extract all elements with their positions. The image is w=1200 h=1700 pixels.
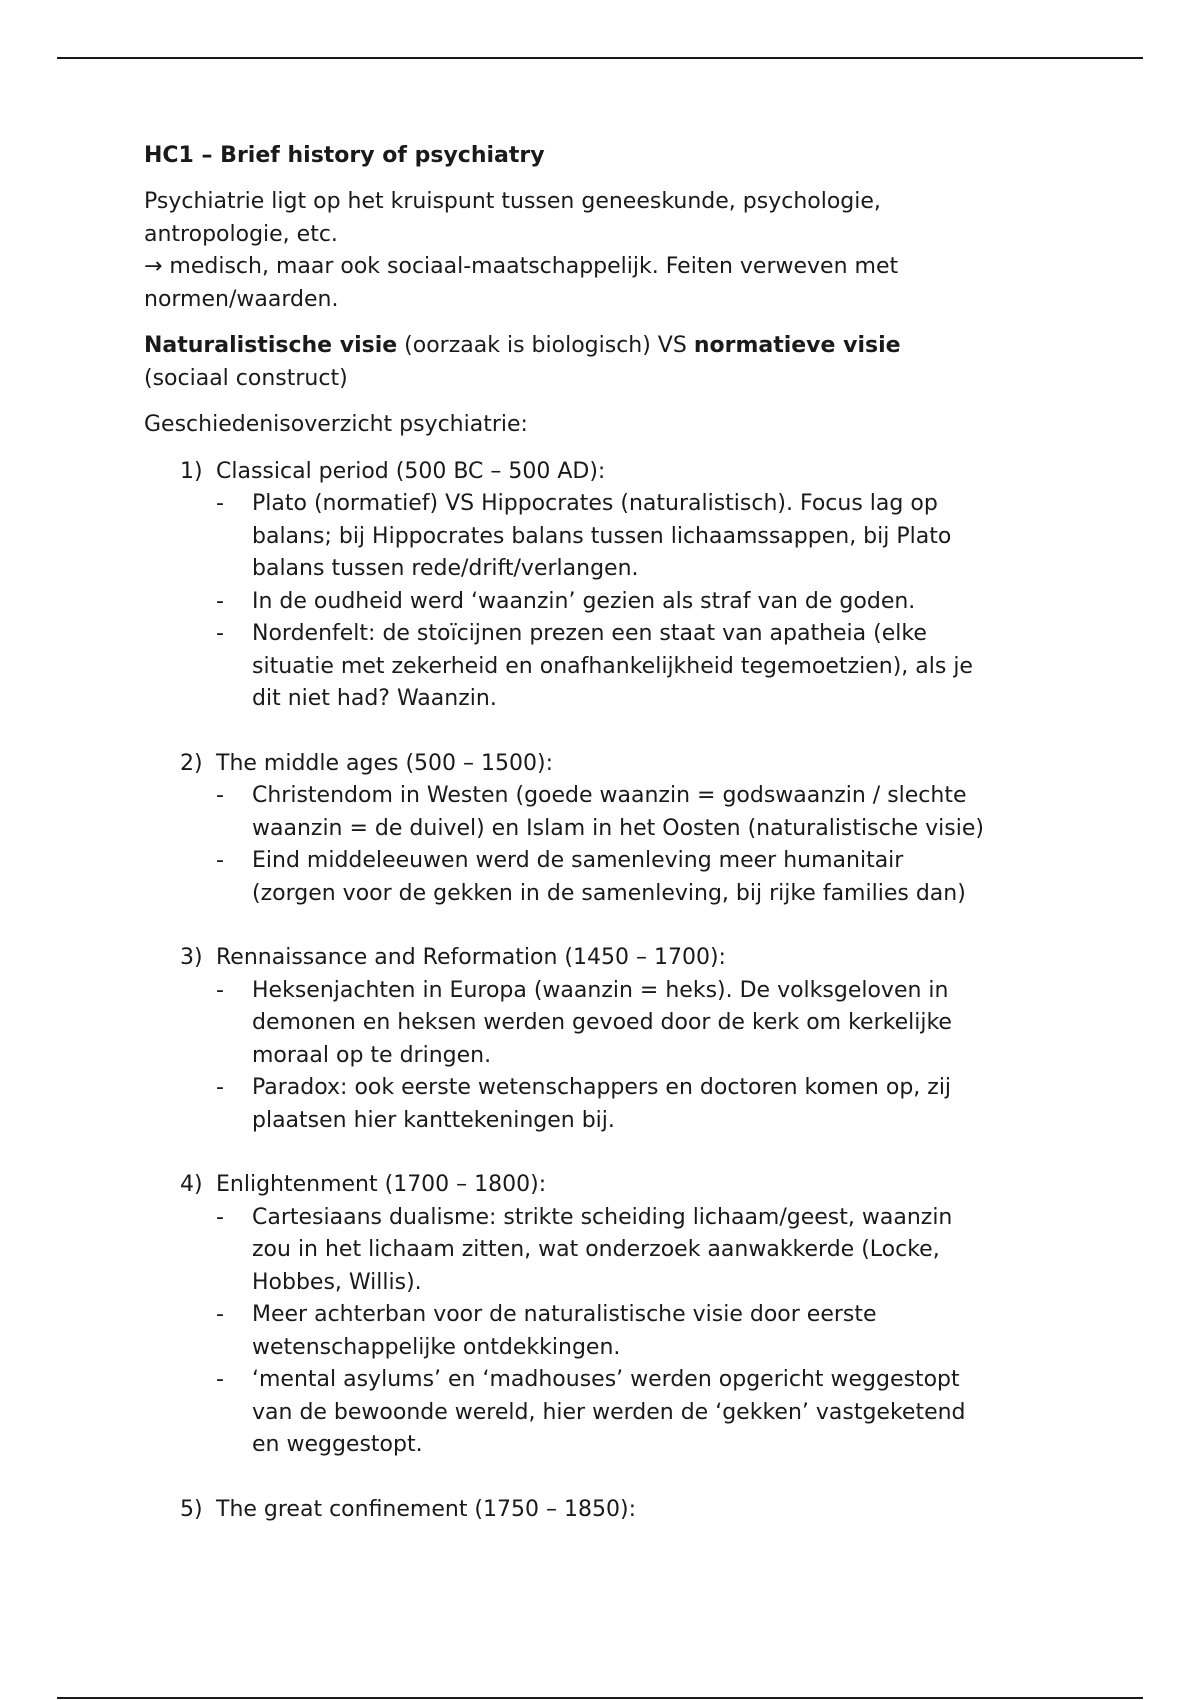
bullet-line: plaatsen hier kanttekeningen bij.: [252, 1107, 615, 1133]
bullet-item: [216, 1364, 1084, 1462]
intro-line: Psychiatrie ligt op het kruispunt tussen geneeskunde, psychologie,: [144, 189, 881, 214]
bullet-line: Plato (normatief) VS Hippocrates (naturalistisch). Focus lag op: [252, 491, 938, 516]
bullet-item: [216, 845, 1084, 910]
period-heading: The middle ages (500 – 1500):: [216, 750, 554, 776]
bullet-dash: -: [216, 1302, 224, 1327]
footer-rule: [57, 1697, 1143, 1699]
visie-text: (oorzaak is biologisch) VS: [397, 333, 694, 358]
bullet-list: [216, 780, 1084, 910]
bullet-dash: -: [216, 848, 224, 873]
bullet-dash: -: [216, 1367, 224, 1392]
bullet-line: balans; bij Hippocrates balans tussen lichaamssappen, bij Plato: [252, 523, 952, 549]
period-heading: Rennaissance and Reformation (1450 – 1700):: [216, 945, 726, 970]
bullet-line: situatie met zekerheid en onafhankelijkheid tegemoetzien), als je: [252, 653, 973, 679]
bullet-dash: -: [216, 783, 224, 808]
bullet-item: [216, 975, 1084, 1073]
bullet-line: wetenschappelijke ontdekkingen.: [252, 1334, 621, 1360]
naturalistische-visie-term: Naturalistische visie: [144, 333, 398, 358]
visie-paragraph: [144, 330, 1084, 395]
period-heading: Classical period (500 BC – 500 AD):: [216, 458, 606, 484]
intro-line: → medisch, maar ook sociaal-maatschappelijk. Feiten verweven met: [144, 254, 899, 279]
bullet-dash: -: [216, 588, 224, 614]
document-title: HC1 – Brief history of psychiatry: [144, 143, 545, 168]
bullet-dash: -: [216, 1075, 224, 1100]
bullet-item: [216, 618, 1084, 716]
visie-line: [144, 330, 1084, 363]
period-heading: Enlightenment (1700 – 1800):: [216, 1172, 547, 1197]
bullet-line: waanzin = de duivel) en Islam in het Oosten (naturalistische visie): [252, 815, 984, 841]
period-heading: The great confinement (1750 – 1850):: [216, 1496, 636, 1522]
bullet-line: Nordenfelt: de stoïcijnen prezen een staat van apatheia (elke: [252, 621, 927, 646]
bullet-item: [216, 586, 1084, 619]
bullet-line: Meer achterban voor de naturalistische visie door eerste: [252, 1302, 877, 1327]
bullet-list: [216, 975, 1084, 1138]
bullet-line: Eind middeleeuwen werd de samenleving meer humanitair: [252, 848, 904, 873]
bullet-line: Hobbes, Willis).: [252, 1269, 422, 1295]
bullet-line: dit niet had? Waanzin.: [252, 686, 497, 711]
period-number: 2): [180, 750, 203, 776]
intro-paragraph: [144, 186, 1084, 316]
bullet-line: Heksenjachten in Europa (waanzin = heks). De volksgeloven in: [252, 977, 949, 1003]
bullet-item: [216, 1072, 1084, 1137]
bullet-line: demonen en heksen werden gevoed door de kerk om kerkelijke: [252, 1010, 952, 1035]
period-number: 5): [180, 1496, 203, 1522]
intro-line: normen/waarden.: [144, 286, 339, 312]
overview-heading: Geschiedenisoverzicht psychiatrie:: [144, 412, 528, 437]
period-number: 3): [180, 945, 203, 970]
bullet-line: ‘mental asylums’ en ‘madhouses’ werden opgericht weggestopt: [252, 1367, 960, 1392]
visie-line: (sociaal construct): [144, 365, 348, 391]
bullet-item: [216, 1299, 1084, 1364]
period-item: [144, 1169, 1084, 1462]
header-rule: [57, 57, 1143, 59]
bullet-dash: -: [216, 621, 224, 646]
period-item: [144, 942, 1084, 1137]
bullet-line: moraal op te dringen.: [252, 1042, 492, 1068]
bullet-line: Christendom in Westen (goede waanzin = godswaanzin / slechte: [252, 783, 967, 808]
bullet-item: [216, 488, 1084, 586]
bullet-line: en weggestopt.: [252, 1432, 423, 1457]
period-list: [144, 456, 1084, 1527]
period-number: 4): [180, 1172, 203, 1197]
normatieve-visie-term: normatieve visie: [693, 333, 901, 358]
period-item: [144, 748, 1084, 911]
bullet-line: In de oudheid werd ‘waanzin’ gezien als straf van de goden.: [252, 588, 916, 614]
bullet-line: zou in het lichaam zitten, wat onderzoek aanwakkerde (Locke,: [252, 1237, 940, 1262]
bullet-dash: -: [216, 1204, 224, 1230]
bullet-line: Cartesiaans dualisme: strikte scheiding lichaam/geest, waanzin: [252, 1204, 953, 1230]
bullet-line: van de bewoonde wereld, hier werden de ‘gekken’ vastgeketend: [252, 1399, 966, 1425]
bullet-line: Paradox: ook eerste wetenschappers en doctoren komen op, zij: [252, 1075, 952, 1100]
intro-line: antropologie, etc.: [144, 221, 338, 247]
document-body: [144, 140, 1084, 1558]
bullet-item: [216, 780, 1084, 845]
bullet-line: balans tussen rede/drift/verlangen.: [252, 556, 639, 581]
bullet-item: [216, 1202, 1084, 1300]
period-number: 1): [180, 458, 203, 484]
period-item: [144, 1494, 1084, 1527]
bullet-list: [216, 1202, 1084, 1462]
bullet-line: (zorgen voor de gekken in de samenleving, bij rijke families dan): [252, 880, 966, 906]
period-item: [144, 456, 1084, 716]
bullet-dash: -: [216, 491, 224, 516]
bullet-list: [216, 488, 1084, 716]
bullet-dash: -: [216, 977, 224, 1003]
